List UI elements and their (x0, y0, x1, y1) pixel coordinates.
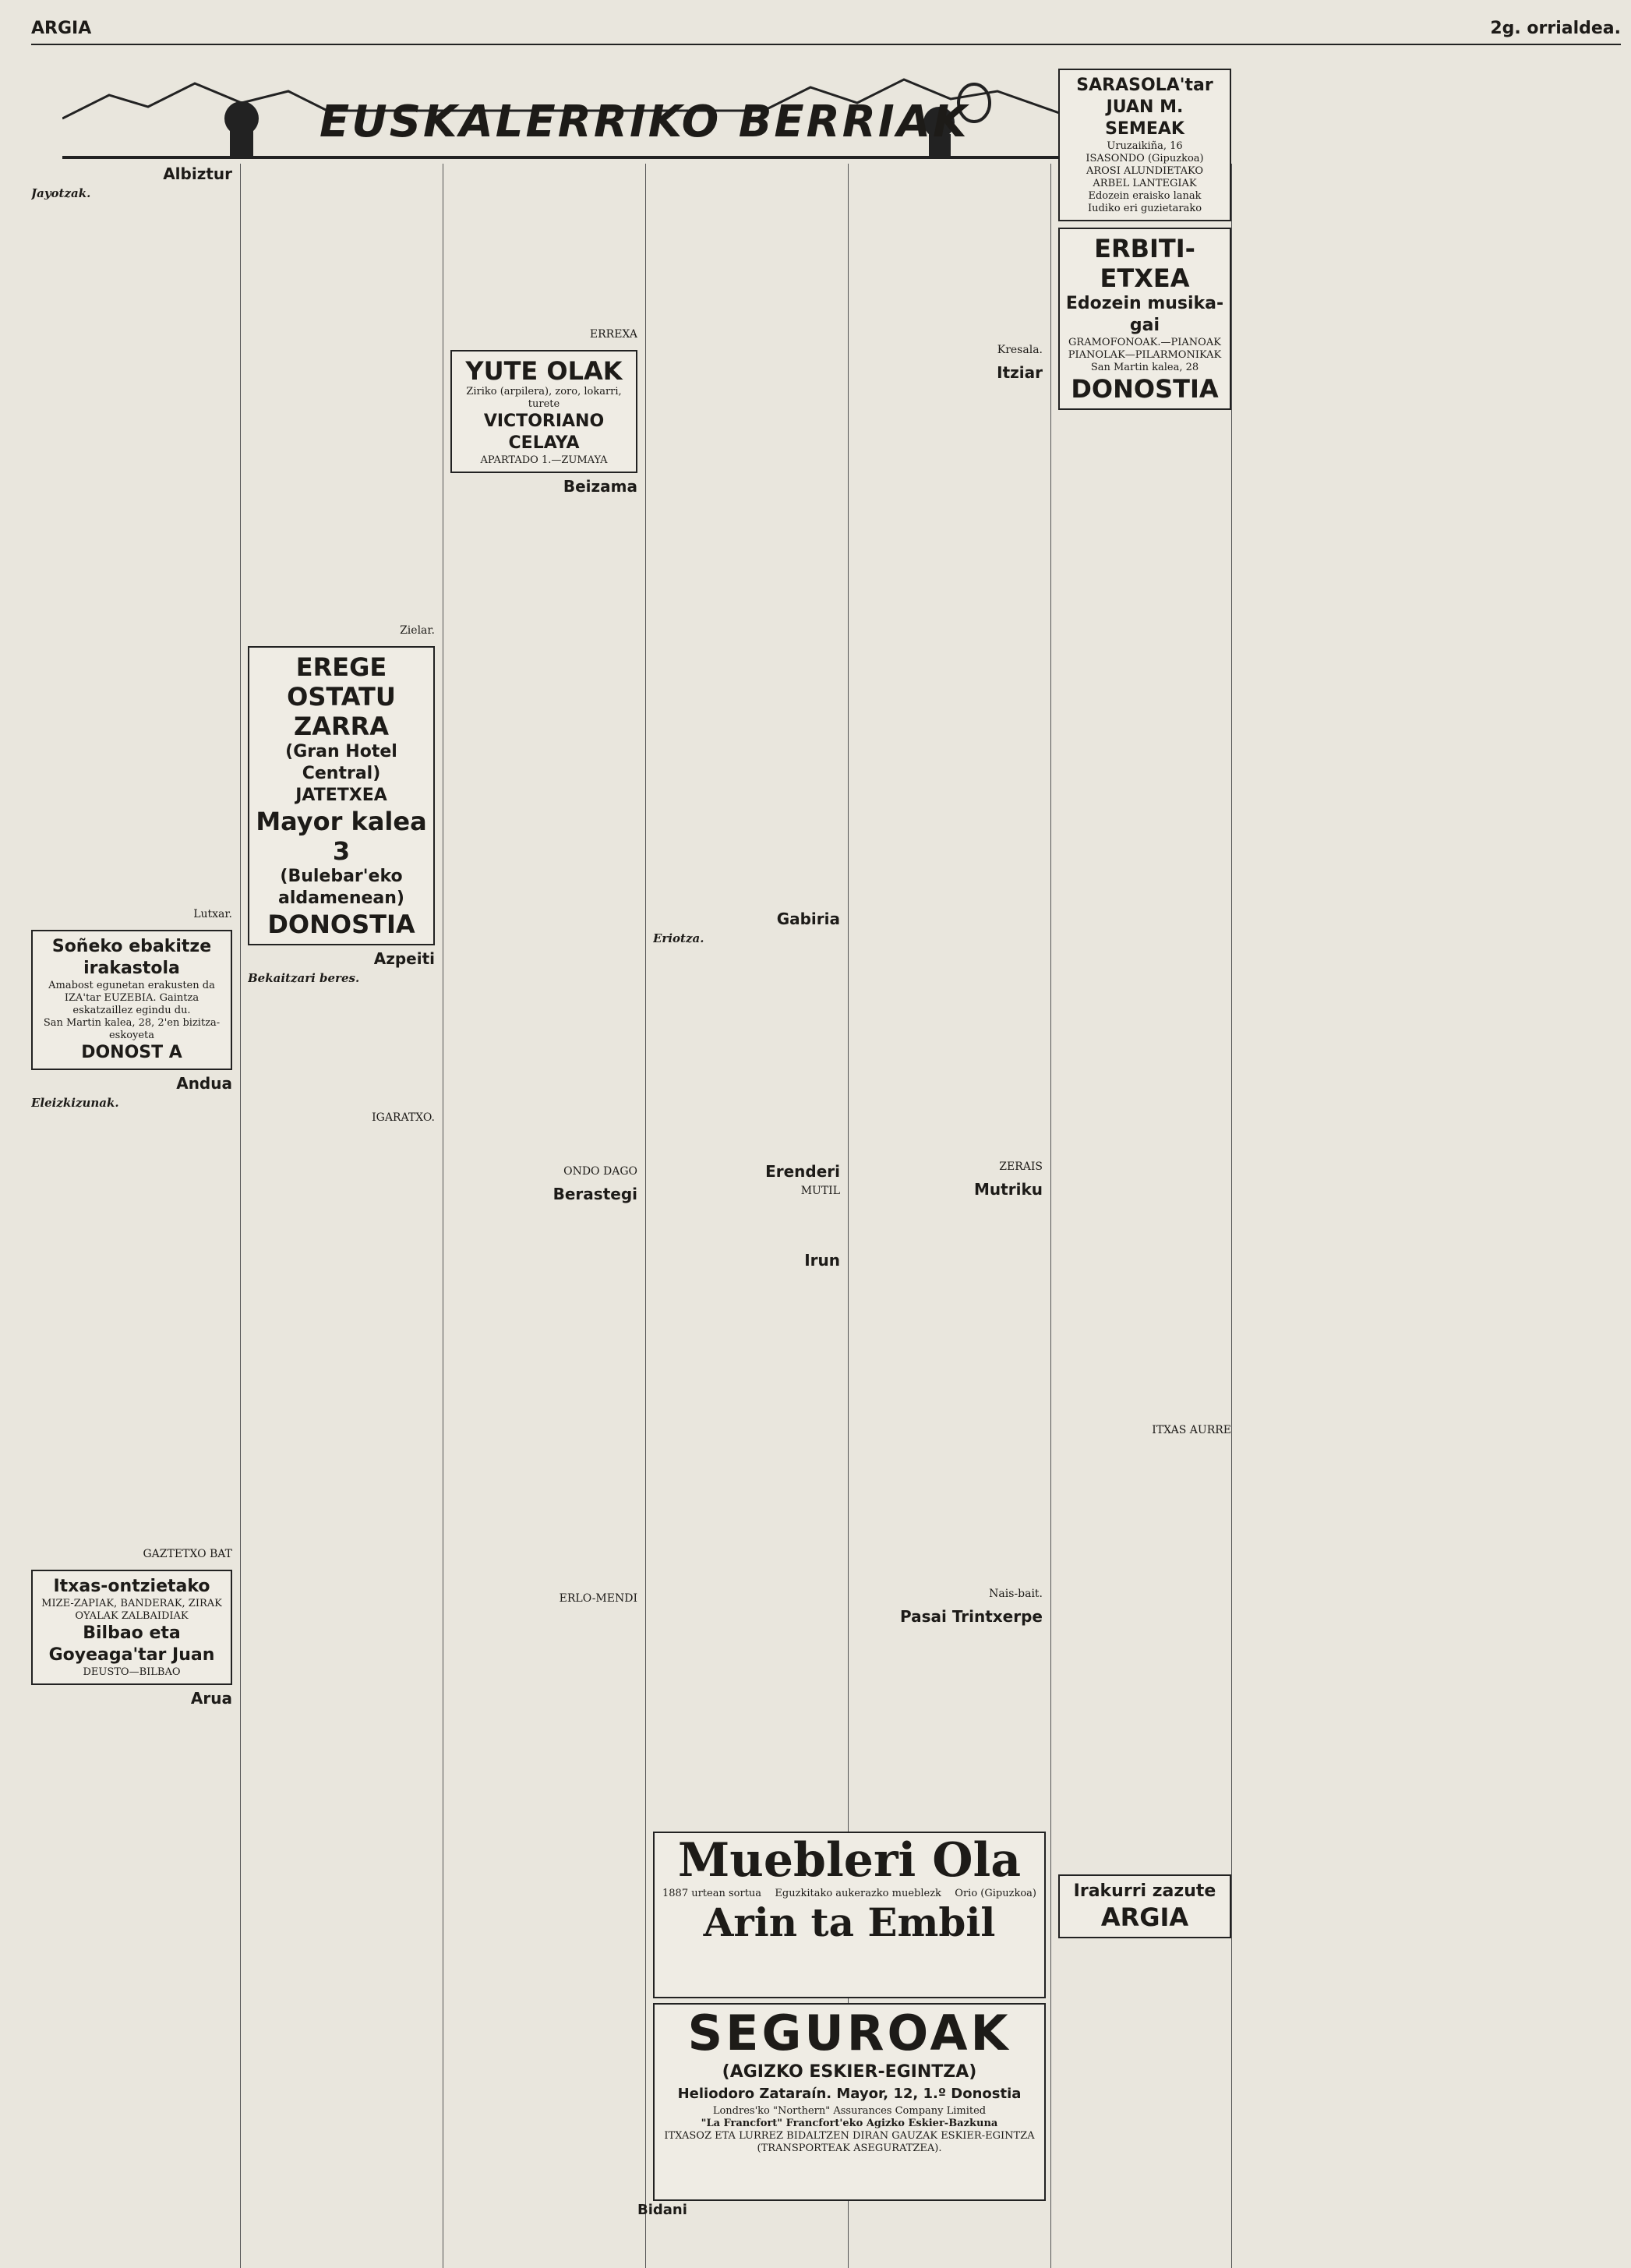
byline: Lutxar. (193, 908, 232, 920)
newspaper-page (31, 16, 1621, 2252)
advert-line: Eguzkitako aukerazko mueblezk (775, 1888, 941, 1899)
byline: ZERAIS (999, 1160, 1043, 1173)
column-rule (240, 164, 241, 2268)
section-heading: Irun (804, 1251, 840, 1270)
advert-brand: Arin ta Embil (703, 1899, 996, 1945)
advert-line: EREGE OSTATU ZARRA (287, 652, 396, 741)
column-2 (248, 164, 435, 2252)
advert-line: "La Francfort" Francfort'eko Agizko Eskier-Bazkuna (701, 2118, 998, 2129)
section-heading: Berastegi (552, 1185, 637, 1203)
masthead-title: EUSKALERRIKO BERRIAK (319, 97, 969, 147)
advert-title: Muebleri Ola (677, 1833, 1022, 1888)
section-heading: Itziar (997, 363, 1043, 382)
subheading: Bekaitzari beres. (248, 971, 360, 985)
advert-title: SEGUROAK (687, 2005, 1011, 2061)
byline: GAZTETXO BAT (143, 1548, 232, 1560)
advert-title: Soñeko ebakitze irakastola (51, 937, 212, 978)
section-heading: Gabiria (776, 910, 840, 928)
advert-yute-olak (450, 350, 637, 473)
advert-seguroak (653, 2003, 1046, 2201)
advert-line: VICTORIANO CELAYA (483, 412, 605, 453)
advert-line: ISASONDO (Gipuzkoa) (1086, 153, 1204, 164)
column-5 (856, 164, 1043, 1824)
byline: Zielar. (400, 624, 435, 637)
subheading: Jayotzak. (31, 186, 91, 200)
column-6 (1058, 62, 1231, 2151)
byline: Kresala. (997, 344, 1043, 356)
advert-line: (AGIZKO ESKIER-EGINTZA) (722, 2062, 977, 2082)
byline: ONDO DAGO (563, 1165, 637, 1178)
advert-city: DONOST A (81, 1043, 182, 1062)
advert-line: Edozein eraisko lanak (1088, 190, 1202, 202)
subheading: Eriotza. (653, 931, 704, 945)
section-heading: Beizama (563, 477, 637, 496)
advert-line: ARGIA (1100, 1902, 1189, 1932)
advert-line: Iudiko eri guzietarako (1087, 203, 1202, 214)
advert-line: Londres'ko "Northern" Assurances Company Limited (712, 2105, 987, 2117)
header-rule (31, 44, 1621, 45)
advert-line: JATETXEA (295, 786, 387, 805)
advert-line: Bilbao eta Goyeaga'tar Juan (48, 1623, 215, 1665)
byline: MUTIL (800, 1185, 840, 1197)
advert-line: MIZE-ZAPIAK, BANDERAK, ZIRAK (41, 1598, 222, 1609)
column-rule (645, 164, 646, 2268)
advert-line: DEUSTO—BILBAO (83, 1666, 181, 1678)
advert-line: Orio (Gipuzkoa) (955, 1888, 1036, 1899)
advert-line: ITXASOZ ETA LURREZ BIDALTZEN DIRAN GAUZAK ESKIER-EGINTZA (TRANSPORTEAK ASEGURATZEA). (664, 2130, 1035, 2154)
advert-line: San Martin kalea, 28 (1090, 362, 1199, 373)
advert-line: PIANOLAK—PILARMONIKAK (1068, 349, 1222, 361)
byline: ITXAS AURRE (1152, 1424, 1231, 1436)
section-heading: Erenderi (765, 1162, 840, 1181)
advert-sarasola (1058, 69, 1231, 221)
advert-line: ERBITI-ETXEA (1094, 234, 1195, 293)
advert-line: GRAMOFONOAK.—PIANOAK (1068, 337, 1221, 348)
section-heading: Mutriku (974, 1180, 1043, 1199)
advert-irakurri-argia (1058, 1874, 1231, 1938)
subheading: Eleizkizunak. (31, 1096, 119, 1110)
byline: ERLO-MENDI (559, 1592, 637, 1605)
column-4 (653, 164, 840, 1824)
column-1 (31, 164, 232, 2252)
masthead (62, 48, 1064, 169)
advert-line: Mayor kalea 3 (256, 807, 427, 866)
advert-line: 1887 urtean sortua (662, 1888, 762, 1899)
column-rule (1050, 164, 1051, 2268)
advert-line: OYALAK ZALBAIDIAK (75, 1610, 189, 1622)
advert-body: Amabost egunetan erakusten da IZA'tar EUZEBIA. Gaintza eskatzaillez egindu du. (48, 980, 215, 1016)
advert-ship-sails (31, 1570, 232, 1685)
advert-line: YUTE OLAK (465, 356, 623, 386)
advert-line: Irakurri zazute (1073, 1881, 1216, 1901)
advert-line: AROSI ALUNDIETAKO (1086, 165, 1204, 177)
advert-line: Itxas-ontzietako (53, 1577, 210, 1596)
advert-line: APARTADO 1.—ZUMAYA (480, 454, 608, 466)
byline: IGARATXO. (372, 1111, 435, 1124)
advert-line: Uruzaikiña, 16 (1107, 140, 1183, 152)
advert-line: Edozein musika-gai (1065, 294, 1224, 335)
section-heading: Azpeiti (373, 949, 435, 968)
byline: Nais-bait. (989, 1588, 1043, 1600)
advert-muebleri-ola (653, 1832, 1046, 1998)
advert-line: DONOSTIA (1071, 374, 1219, 404)
advert-line: Heliodoro Zataraín. Mayor, 12, 1.º Donostia (677, 2086, 1022, 2102)
section-heading: Arua (190, 1689, 232, 1708)
section-heading: Pasai Trintxerpe (899, 1607, 1043, 1626)
section-heading: Bidani (637, 2202, 687, 2218)
advert-address: San Martin kalea, 28, 2'en bizitza-eskoyeta (43, 1017, 221, 1041)
byline: ERREXA (589, 328, 637, 341)
advert-line: (Gran Hotel Central) (285, 742, 397, 783)
advert-sewing-school (31, 930, 232, 1070)
advert-line: Ziriko (arpilera), zoro, lokarri, turete (466, 386, 622, 410)
page-header (31, 16, 1621, 41)
advert-erbiti-etxea (1058, 228, 1231, 410)
advert-hotel (248, 646, 435, 945)
section-heading: Andua (176, 1074, 232, 1093)
advert-line: ARBEL LANTEGIAK (1093, 178, 1197, 189)
advert-line: (Bulebar'eko aldamenean) (278, 867, 404, 908)
column-3 (450, 164, 637, 2252)
column-rule (1231, 164, 1232, 2268)
publication-name: ARGIA (31, 18, 92, 38)
section-heading: Albiztur (163, 164, 232, 183)
advert-line: SARASOLA'tar JUAN M. SEMEAK (1076, 76, 1213, 139)
advert-line: DONOSTIA (267, 910, 415, 939)
page-number: 2g. orrialdea. (1490, 18, 1621, 38)
